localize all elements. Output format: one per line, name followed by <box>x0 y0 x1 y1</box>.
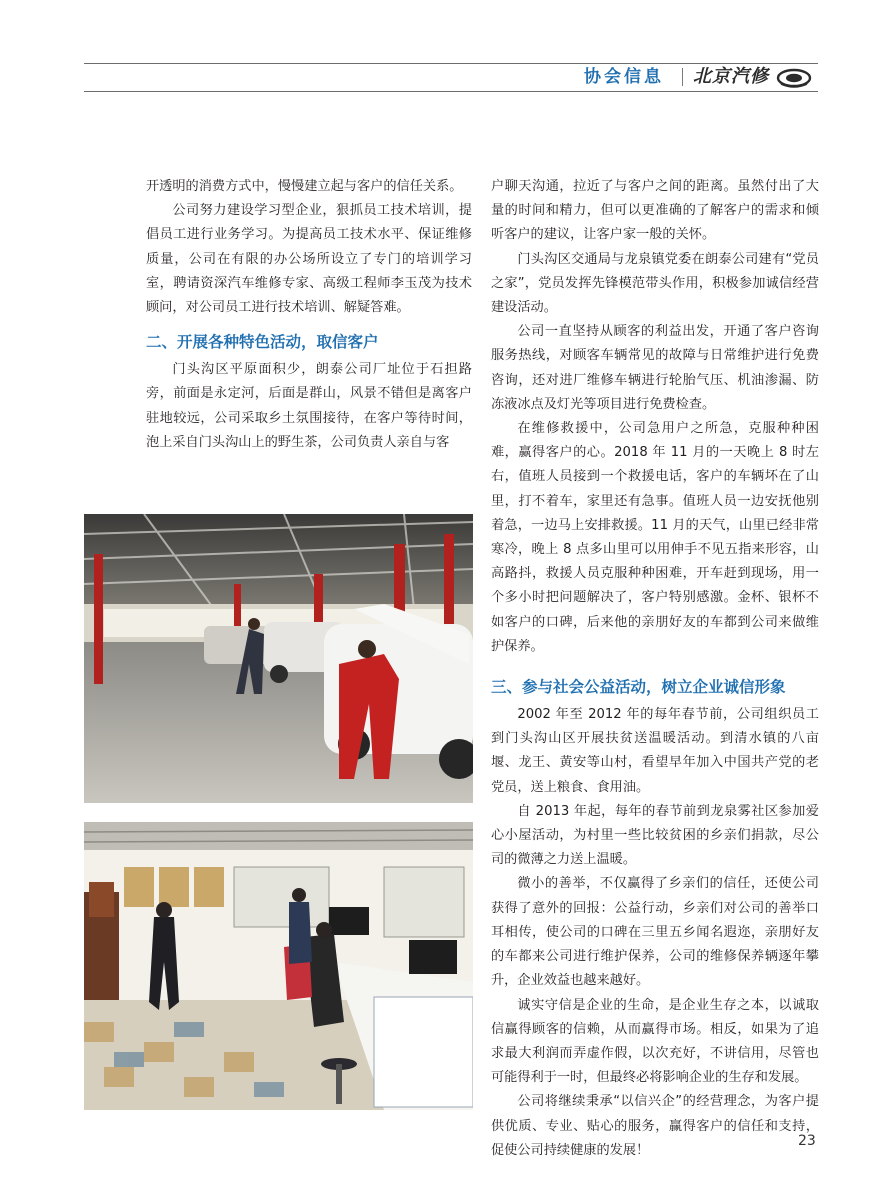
section-heading: 三、参与社会公益活动，树立企业诚信形象 <box>491 678 786 697</box>
header-separator <box>682 68 683 86</box>
paragraph: 2002 年至 2012 年的每年春节前，公司组织员工到门头沟山区开展扶贫送温暖活动。到清水镇的八亩堰、龙王、黄安等山村，看望早年加入中国共产党的老党员，送上粮食、食用油。 <box>491 707 819 795</box>
paragraph: 在维修救援中，公司急用户之所急，克服种种困难，赢得客户的心。2018 年 11 月的一天晚上 8 时左右，值班人员接到一个救援电话，客户的车辆坏在了山里，打不着车，家里还有急事。值班人员一边安抚他别着急，一边马上安排救援。11 月的天气，山里已经非常寒冷，晚上 8 点多山里可以用伸手不见五指来形容，山高路抖，救援人员克服种种困难，开车赶到现场，用一个多小时把问题解决了，客户特别感激。金杯、银杯不如客户的口碑，后来他的亲朋好友的车都到公司来做维护保养。 <box>491 421 819 654</box>
garage-photo <box>84 514 473 803</box>
header-bottom-rule <box>84 91 818 92</box>
paragraph: 户聊天沟通，拉近了与客户之间的距离。虽然付出了大量的时间和精力，但可以更准确的了解客户的需求和倾听客户的建议，让客户家一般的关怀。 <box>491 179 819 243</box>
car-eye-logo-icon <box>776 67 812 89</box>
paragraph: 微小的善举，不仅赢得了乡亲们的信任，还使公司获得了意外的回报：公益行动，乡亲们对公司的善举口耳相传，使公司的口碑在三里五乡闻名遐迩，亲朋好友的车都来公司进行维护保养，公司的维修保养辆逐年攀升，企业效益也越来越好。 <box>491 876 819 989</box>
paragraph: 公司努力建设学习型企业，狠抓员工技术培训，提倡员工进行业务学习。为提高员工技术水平、保证维修质量，公司在有限的办公场所设立了专门的培训学习室，聘请资深汽车维修专家、高级工程师李玉茂为技术顾问，对公司员工进行技术培训、解疑答难。 <box>146 203 472 316</box>
paragraph: 门头沟区交通局与龙泉镇党委在朗泰公司建有“党员之家”，党员发挥先锋模范带头作用，积极参加诚信经营建设活动。 <box>491 251 819 316</box>
right-text-column <box>491 175 819 1163</box>
paragraph: 开透明的消费方式中，慢慢建立起与客户的信任关系。 <box>146 179 463 194</box>
left-text-column <box>146 175 472 455</box>
paragraph: 门头沟区平原面积少，朗泰公司厂址位于石担路旁，前面是永定河，后面是群山，风景不错但是离客户驻地较远，公司采取乡土氛围接待，在客户等待时间，泡上采自门头沟山上的野生茶，公司负责人亲自与客 <box>146 362 472 450</box>
paragraph: 公司一直坚持从顾客的利益出发，开通了客户咨询服务热线，对顾客车辆常见的故障与日常维护进行免费咨询，还对进厂维修车辆进行轮胎气压、机油渗漏、防冻液冰点及灯光等项目进行免费检查。 <box>491 324 819 412</box>
paragraph: 公司将继续秉承“以信兴企”的经营理念，为客户提供优质、专业、贴心的服务，赢得客户的信任和支持，促使公司持续健康的发展！ <box>491 1094 819 1158</box>
page-number: 23 <box>798 1133 816 1149</box>
office-photo <box>84 822 473 1110</box>
section-heading: 二、开展各种特色活动，取信客户 <box>146 333 379 352</box>
paragraph: 自 2013 年起，每年的春节前到龙泉雾社区参加爱心小屋活动，为村里一些比较贫困的乡亲们捐款，尽公司的微薄之力送上温暖。 <box>491 803 819 868</box>
paragraph: 诚实守信是企业的生命，是企业生存之本，以诚取信赢得顾客的信赖，从而赢得市场。相反，如果为了追求最大利润而弄虚作假，以次充好，不讲信用，尽管也可能得利于一时，但最终必将影响企业的生存和发展。 <box>491 997 819 1086</box>
brand-name: 北京汽修 <box>693 66 769 87</box>
section-label: 协会信息 <box>584 67 664 87</box>
